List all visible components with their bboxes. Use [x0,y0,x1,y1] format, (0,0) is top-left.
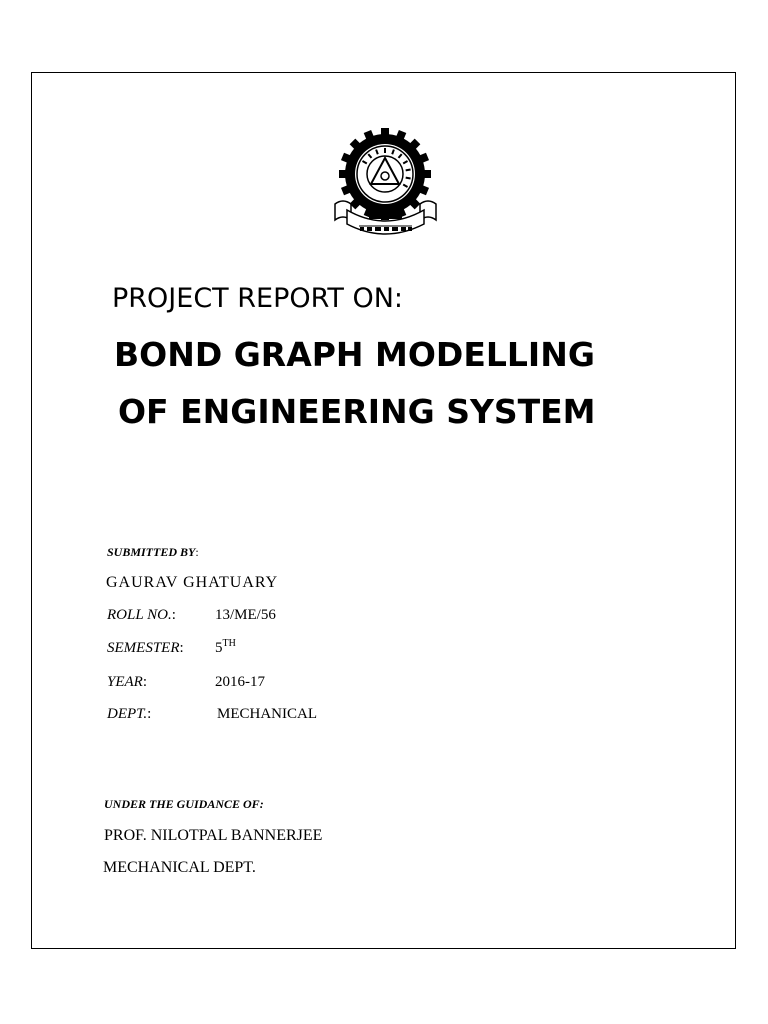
year-value: 2016-17 [215,674,265,690]
roll-no-value: 13/ME/56 [215,607,276,623]
semester-value: 5TH [215,638,236,656]
guidance-label: UNDER THE GUIDANCE OF: [104,797,264,811]
guide-name: PROF. NILOTPAL BANNERJEE [104,827,323,844]
year-label: YEAR: [107,674,148,690]
report-title-line-2: OF ENGINEERING SYSTEM [118,392,596,431]
roll-no-label: ROLL NO.: [107,607,176,623]
dept-label: DEPT.: [107,706,152,722]
submitted-by-label: SUBMITTED BY: [107,545,199,559]
report-title-line-1: BOND GRAPH MODELLING [114,335,595,374]
semester-label: SEMESTER: [107,640,184,656]
guide-dept: MECHANICAL DEPT. [103,859,256,876]
dept-value: MECHANICAL [217,706,317,722]
report-on-heading: PROJECT REPORT ON: [112,283,404,314]
institute-emblem-icon [333,128,438,236]
student-name: GAURAV GHATUARY [106,574,279,591]
